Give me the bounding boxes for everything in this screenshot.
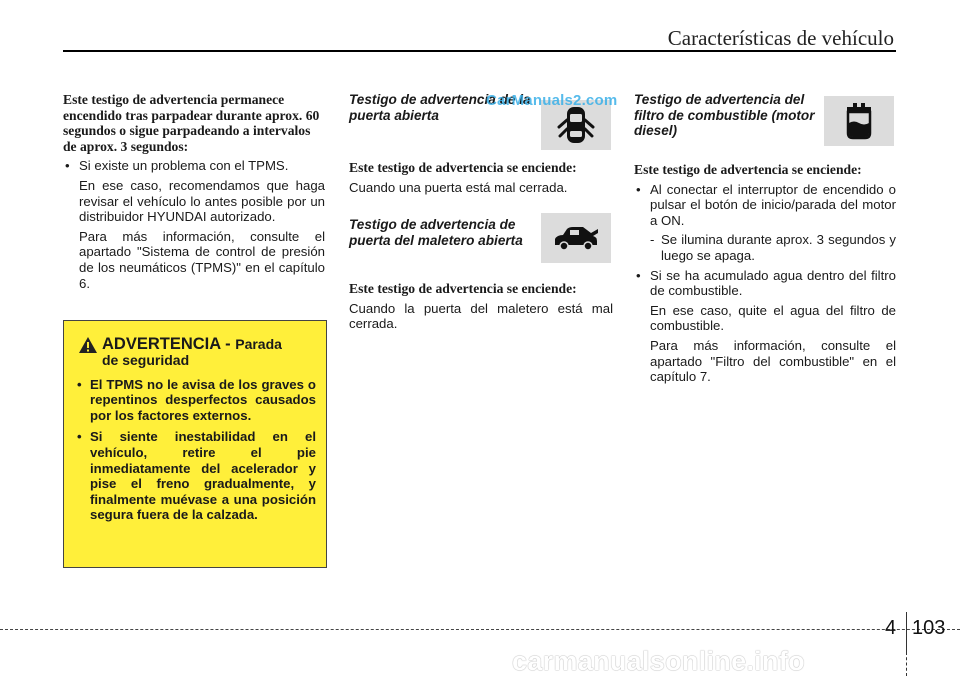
fuel-filter-indicator-row bbox=[634, 92, 896, 156]
header-rule bbox=[63, 50, 896, 52]
page-number: 103 bbox=[912, 617, 946, 639]
fuel-filter-sub-text: Se ilumina durante aprox. 3 segundos y luego se apaga. bbox=[661, 232, 896, 263]
warning-item-text: El TPMS no le avisa de los graves o repentinos desperfectos causados por los factores externos. bbox=[90, 376, 316, 423]
watermark-bottom: carmanualsonline.info bbox=[512, 646, 805, 676]
warning-heading bbox=[76, 335, 316, 369]
dash-mark: - bbox=[650, 232, 655, 248]
warning-triangle-icon bbox=[78, 336, 98, 358]
column-3 bbox=[634, 92, 896, 385]
trunk-indicator-row bbox=[349, 217, 613, 281]
chapter-number: 4 bbox=[885, 617, 897, 639]
door-lead: Este testigo de advertencia se enciende: bbox=[349, 160, 577, 175]
fuel-filter-lead: Este testigo de advertencia se enciende: bbox=[634, 162, 862, 177]
footer-rule bbox=[0, 629, 960, 630]
warning-title-main: ADVERTENCIA - bbox=[102, 335, 236, 353]
fuel-filter-bullet-2 bbox=[634, 268, 896, 299]
door-indicator-title: Testigo de advertencia de la puerta abierta bbox=[349, 92, 531, 123]
fuel-filter-water-icon bbox=[824, 96, 894, 146]
fuel-filter-indicator-title: Testigo de advertencia del filtro de combustible (motor diesel) bbox=[634, 92, 815, 139]
trunk-lead: Este testigo de advertencia se enciende: bbox=[349, 281, 577, 297]
page-header-title: Características de vehículo bbox=[667, 26, 894, 50]
warning-item bbox=[76, 377, 316, 424]
bullet-mark: • bbox=[77, 376, 82, 392]
watermark-top: CarManuals2.com bbox=[486, 92, 618, 109]
intro-text: Este testigo de advertencia permanece encendido tras parpadear durante aprox. 60 segundos o sigue parpadeando a intervalos de aprox. 3 segundos: bbox=[63, 92, 320, 154]
warning-subtitle: de seguridad bbox=[102, 352, 190, 368]
fuel-filter-sub-item bbox=[634, 232, 896, 263]
bullet-mark: • bbox=[65, 158, 70, 174]
tpms-paragraph-1: En ese caso, recomendamos que haga revisar el vehículo lo antes posible por un distribuidor HYUNDAI autorizado. bbox=[79, 177, 325, 225]
bullet-mark: • bbox=[636, 181, 641, 197]
column-1 bbox=[63, 92, 325, 291]
fuel-filter-bullet-1 bbox=[634, 182, 896, 229]
tpms-paragraph-2: Para más información, consulte el apartado "Sistema de control de presión de los neumáticos (TPMS)" en el capítulo 6. bbox=[79, 228, 325, 291]
fuel-filter-paragraph-2: Para más información, consulte el apartado "Filtro del combustible" en el capítulo 7. bbox=[650, 337, 896, 385]
column-2 bbox=[349, 92, 613, 332]
bullet-mark: • bbox=[77, 429, 82, 445]
warning-item-text: Si siente inestabilidad en el vehículo, retire el pie inmediatamente del acelerador y pise el freno gradualmente, y finalmente muévase a una posición segura fuera de la calzada. bbox=[90, 429, 316, 523]
trunk-text: Cuando la puerta del maletero está mal cerrada. bbox=[349, 300, 613, 332]
fuel-filter-bullet-1-text: Al conectar el interruptor de encendido o pulsar el botón de inicio/parada del motor a ON. bbox=[650, 181, 896, 228]
warning-title bbox=[102, 335, 316, 353]
warning-item bbox=[76, 429, 316, 523]
safety-warning-box bbox=[63, 320, 327, 568]
trunk-open-car-icon bbox=[541, 213, 611, 263]
bullet-mark: • bbox=[636, 267, 641, 283]
page-number-divider-dashed bbox=[906, 652, 907, 676]
page-number-divider bbox=[906, 612, 907, 652]
tpms-bullet bbox=[63, 158, 325, 174]
trunk-indicator-title: Testigo de advertencia de puerta del maletero abierta bbox=[349, 217, 523, 248]
warning-title-suffix: Parada bbox=[235, 336, 282, 352]
fuel-filter-paragraph-1: En ese caso, quite el agua del filtro de combustible. bbox=[650, 302, 896, 334]
fuel-filter-bullet-2-text: Si se ha acumulado agua dentro del filtro de combustible. bbox=[650, 267, 896, 299]
tpms-bullet-text: Si existe un problema con el TPMS. bbox=[79, 158, 289, 174]
door-text: Cuando una puerta está mal cerrada. bbox=[349, 179, 568, 195]
